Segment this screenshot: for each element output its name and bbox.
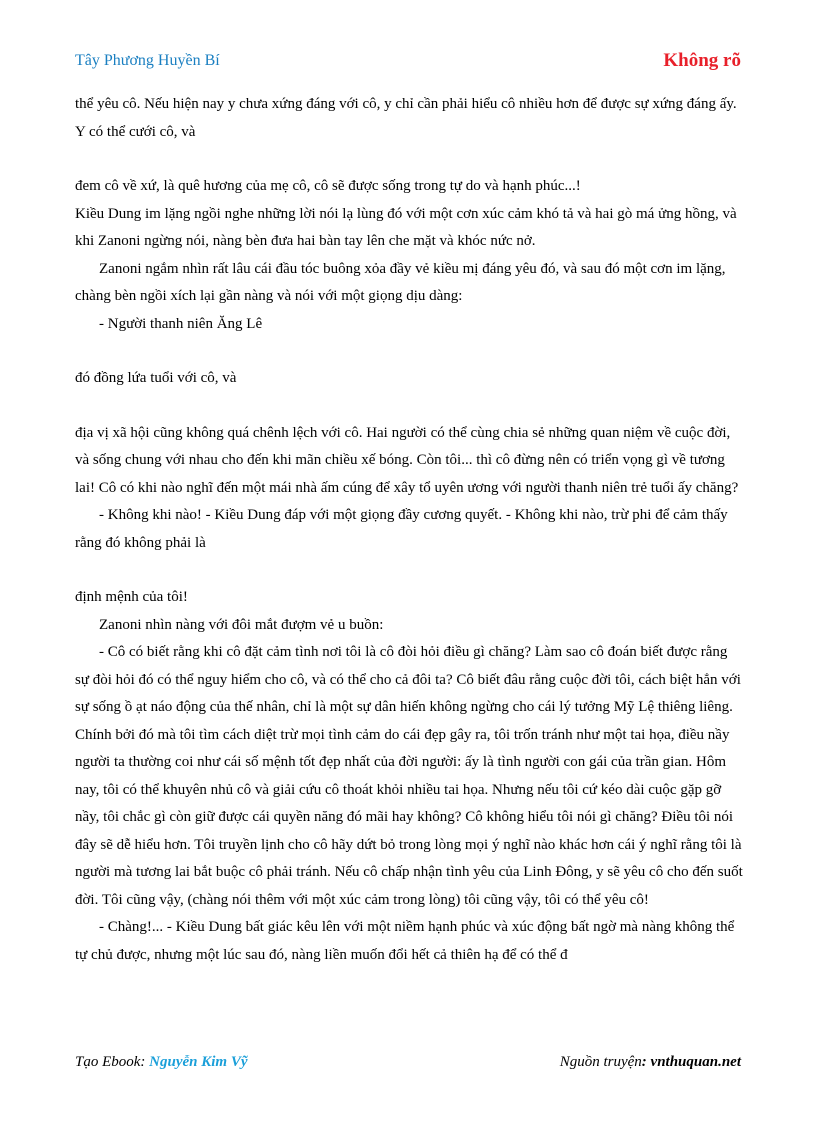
paragraph: đem cô về xứ, là quê hương của mẹ cô, cô sẽ được sống trong tự do và hạnh phúc...! — [75, 178, 581, 194]
ebook-separator: : — [140, 1054, 150, 1070]
paragraph: Kiều Dung im lặng ngồi nghe những lời nói lạ lùng đó với một cơn xúc cảm khó tả và hai gò má ửng hồng, và khi Zanoni ngừng nói, nàng bèn đưa hai bàn tay lên che mặt và khóc nức nở. — [75, 205, 737, 249]
paragraph: - Cô có biết rằng khi cô đặt cảm tình nơi tôi là cô đòi hỏi điều gì chăng? Làm sao cô đoán biết được rằng sự đòi hỏi đó có thể nguy hiểm cho cô, và có thể cho cả đôi ta? Cô biết đâu rằng cuộc đời tôi, cách biệt hẳn với sự sống ồ ạt náo động của thế nhân, chỉ là một sự dân hiến không ngừng cho cái lý tưởng Mỹ Lệ thiêng liêng. Chính bởi đó mà tôi tìm cách diệt trừ mọi tình cảm do cái đẹp gây ra, tôi trốn tránh như một tai họa, điều nầy người ta thường coi như cái số mệnh tốt đẹp nhất của đời người: ấy là tình người con gái của trần gian. Hôm nay, tôi có thể khuyên nhủ cô và giải cứu cô thoát khỏi nhiều tai họa. Nhưng nếu tôi cứ kéo dài cuộc gặp gỡ nầy, tôi chắc gì còn giữ được cái quyền năng đó mãi hay không? Cô không hiểu tôi nói gì chăng? Điều tôi nói đây sẽ dễ hiểu hơn. Tôi truyền lịnh cho cô hãy dứt bỏ trong lòng mọi ý nghĩ nào khác hơn cái ý nghĩ rằng tôi là người mà tương lai bắt buộc cô phải tránh. Nếu cô chấp nhận tình yêu của Linh Đông, y sẽ yêu cô cho đến suốt đời. Tôi cũng vậy, (chàng nói thêm với một xúc cảm trong lòng) tôi cũng vậy, tôi có thể yêu cô! — [75, 644, 743, 908]
author-name: Không rõ — [663, 50, 741, 71]
ebook-creator: Nguyễn Kim Vỹ — [149, 1054, 248, 1070]
page-header — [75, 50, 741, 76]
paragraph: Zanoni nhìn nàng với đôi mắt đượm vẻ u buồn: — [99, 616, 384, 633]
ebook-credit — [75, 1054, 248, 1071]
ebook-label: Tạo Ebook — [75, 1054, 141, 1070]
paragraph: - Không khi nào! - Kiều Dung đáp với một giọng đầy cương quyết. - Không khi nào, trừ phi để cảm thấy rằng đó không phải là — [75, 507, 728, 551]
source-label: Nguồn truyện — [559, 1054, 642, 1070]
source-credit — [560, 1054, 741, 1071]
source-site: vnthuquan.net — [650, 1054, 741, 1070]
source-separator: : — [641, 1054, 651, 1070]
paragraph: thể yêu cô. Nếu hiện nay y chưa xứng đáng với cô, y chỉ cần phải hiểu cô nhiều hơn để được sự xứng đáng ấy. Y có thể cưới cô, và — [75, 96, 737, 140]
paragraph: - Người thanh niên Ăng Lê — [99, 315, 263, 332]
paragraph: Zanoni ngắm nhìn rất lâu cái đầu tóc buông xỏa đầy vẻ kiều mị đáng yêu đó, và sau đó một cơn im lặng, chàng bèn ngồi xích lại gần nàng và nói với một giọng dịu dàng: — [75, 260, 726, 304]
page-body — [75, 91, 745, 969]
paragraph: địa vị xã hội cũng không quá chênh lệch với cô. Hai người có thể cùng chia sẻ những quan niệm về cuộc đời, và sống chung với nhau cho đến khi mãn chiều xế bóng. Còn tôi... thì cô đừng nên có triển vọng gì về tương lai! Cô có khi nào nghĩ đến một mái nhà ấm cúng để xây tổ uyên ương với người thanh niên trẻ tuổi ấy chăng? — [75, 424, 739, 496]
paragraph: đó đồng lứa tuổi với cô, và — [75, 370, 237, 386]
paragraph: - Chàng!... - Kiều Dung bất giác kêu lên với một niềm hạnh phúc và xúc động bất ngờ mà nàng không thể tự chủ được, nhưng một lúc sau đó, nàng liền muốn đổi hết cả thiên hạ để có thể đ — [75, 919, 735, 963]
page-footer — [75, 1054, 741, 1076]
book-title: Tây Phương Huyền Bí — [75, 52, 220, 69]
paragraph: định mệnh của tôi! — [75, 589, 188, 605]
